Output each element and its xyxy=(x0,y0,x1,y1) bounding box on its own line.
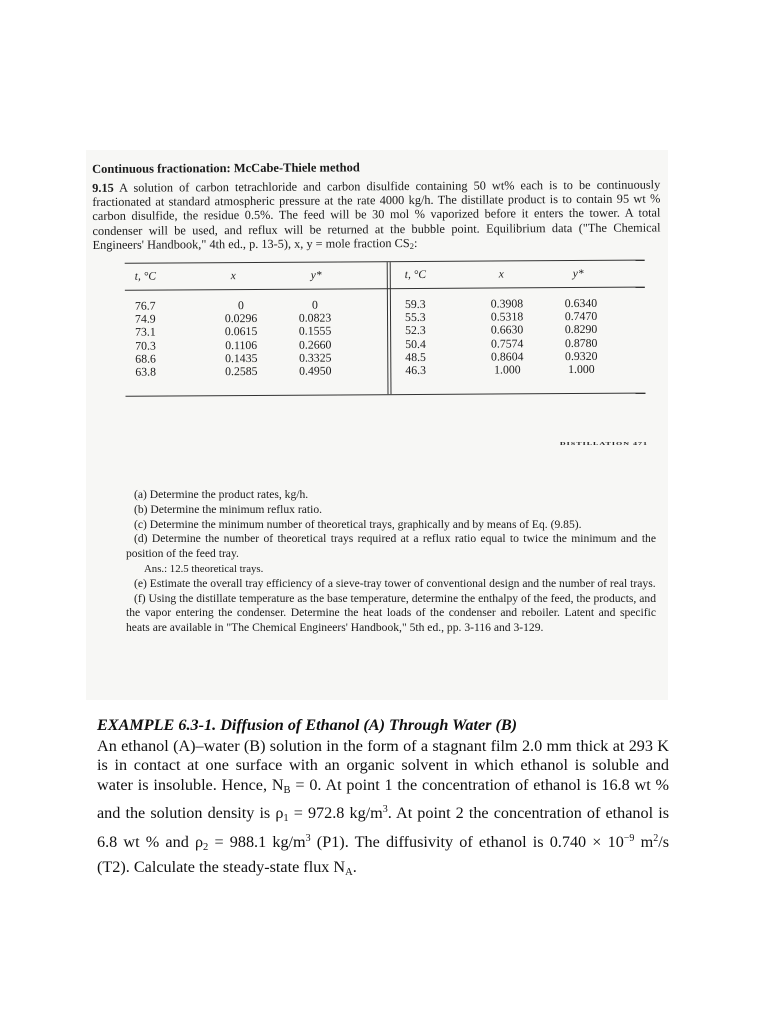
part-e: (e) Estimate the overall tray efficiency of a sieve-tray tower of conventional design and the number of real trays. xyxy=(134,576,656,590)
section-title: Continuous fractionation: McCabe-Thiele method xyxy=(92,160,360,176)
table-cell: 0.6630 xyxy=(490,322,524,337)
header-x-right: x xyxy=(498,268,504,281)
problem-text-tail: : xyxy=(413,235,418,250)
table-cell: 0.8290 xyxy=(564,322,598,337)
col-y-right xyxy=(557,297,605,377)
table-cell: 55.3 xyxy=(404,310,426,325)
part-d: (d) Determine the number of theoretical trays required at a reflux ratio equal to twice the minimum and the position of the feed tray. xyxy=(126,532,656,561)
table-header-rule xyxy=(125,287,645,291)
col-t-right xyxy=(405,298,426,377)
table-cell: 0.2585 xyxy=(225,363,258,379)
table-cell: 0.8780 xyxy=(564,335,598,350)
example-text: (P1). The diffusivity of ethanol is 0.740 × 10 xyxy=(310,832,624,851)
table-cell: 76.7 xyxy=(134,298,156,313)
example-text: /s (T2). Calculate the steady-state flux N xyxy=(97,832,670,876)
table-cell: 0.2660 xyxy=(298,337,332,352)
header-t-left: t, °C xyxy=(134,270,157,283)
part-b: (b) Determine the minimum reflux ratio. xyxy=(134,502,323,516)
table-divider-2 xyxy=(390,262,392,394)
problem-number: 9.15 xyxy=(92,180,114,195)
problem-text: A solution of carbon tetrachloride and carbon disulfide containing 50 wt% each is to be continuously fractionated at standard atmospheric pressure at the rate 4000 kg/h. The distillate product is to contain 95 wt % carbon disulfide, the residue 0.5%. The feed will be 30 mol % vaporized before it enters the tower. A total condenser will be used, and reflux will be returned at the bubble point. Equilibrium data ("The Chemical Engineers' Handbook," 4th ed., p. 13-5), x, y = mole fraction CS xyxy=(92,177,661,252)
table-cell: 68.6 xyxy=(135,351,156,366)
table-cell: 70.3 xyxy=(135,338,156,353)
table-cell: 73.1 xyxy=(135,324,156,340)
part-c: (c) Determine the minimum number of theoretical trays, graphically and by means of Eq. (9.85). xyxy=(134,517,582,531)
example-text: . xyxy=(352,857,357,876)
table-cell: 0.8604 xyxy=(490,349,524,364)
cs2-subscript: 2 xyxy=(409,240,414,251)
col-x-right xyxy=(483,297,531,377)
subscript: 2 xyxy=(203,841,209,853)
example-text: = 988.1 kg/m xyxy=(208,832,306,851)
example-title: EXAMPLE 6.3-1. Diffusion of Ethanol (A) Through Water (B) xyxy=(97,716,518,734)
header-y-left: y* xyxy=(310,269,322,282)
table-cell: 46.3 xyxy=(405,362,427,378)
table-cell: 74.9 xyxy=(134,311,156,326)
table-cell: 0.5318 xyxy=(490,309,524,324)
table-cell: 0.9320 xyxy=(564,348,598,363)
table-cell: 0.0296 xyxy=(224,311,258,326)
col-t-left xyxy=(135,300,156,379)
table-cell: 0.0615 xyxy=(224,324,258,339)
table-cell: 48.5 xyxy=(405,349,426,364)
subscript: A xyxy=(345,866,353,878)
table-cell: 0.1106 xyxy=(225,337,258,352)
example-text: An ethanol (A)–water (B) solution in the form of a stagnant film 2.0 mm thick at 293 K is in contact at one surface with an organic solvent in which ethanol is soluble and water is insoluble. Hence, N xyxy=(97,736,669,794)
cut-off-page-header: DISTILLATION 471 xyxy=(559,442,648,447)
answer: Ans.: 12.5 theoretical trays. xyxy=(144,562,264,575)
table-cell: 0.1555 xyxy=(298,323,332,339)
col-x-left xyxy=(217,299,265,379)
table-cell: 0.7574 xyxy=(490,335,524,351)
table-cell: 0 xyxy=(311,297,318,312)
example-text: = 972.8 kg/m xyxy=(288,804,383,823)
header-t-right: t, °C xyxy=(404,268,427,282)
table-cell: 1.000 xyxy=(494,362,521,377)
table-cell: 0.3325 xyxy=(298,350,332,365)
table-cell: 0.3908 xyxy=(490,296,524,311)
table-cell: 0.1435 xyxy=(224,350,258,365)
table-cell: 0.4950 xyxy=(299,363,332,378)
table-cell: 0 xyxy=(237,298,244,313)
equilibrium-data-table xyxy=(125,260,646,397)
subscript: 1 xyxy=(283,813,289,825)
example-text: . At point 2 the concentration of ethanol is 6.8 wt % and ρ xyxy=(97,804,669,851)
table-cell: 0.6340 xyxy=(564,295,598,311)
table-cell: 1.000 xyxy=(568,361,595,377)
superscript: 3 xyxy=(382,804,388,816)
example-text: m xyxy=(634,832,654,851)
table-cell: 0.0823 xyxy=(298,310,332,325)
subscript: B xyxy=(283,784,291,796)
header-x-left: x xyxy=(230,270,236,283)
superscript: 3 xyxy=(305,832,311,844)
problem-parts xyxy=(126,488,656,636)
superscript: −9 xyxy=(623,832,635,844)
part-a: (a) Determine the product rates, kg/h. xyxy=(134,488,309,501)
table-cell: 50.4 xyxy=(405,336,426,351)
header-y-right: y* xyxy=(572,267,584,281)
problem-statement xyxy=(92,177,660,254)
superscript: 2 xyxy=(653,832,659,844)
problem-block xyxy=(86,146,669,397)
table-cell: 52.3 xyxy=(405,323,426,338)
table-divider xyxy=(387,262,389,394)
example-block xyxy=(97,716,669,882)
table-cell: 59.3 xyxy=(404,296,426,312)
part-f: (f) Using the distillate temperature as the base temperature, determine the enthalpy of the feed, the products, and the vapor entering the condenser. Determine the heat loads of the condenser and reboiler. Latent and specific heats are available in "The Chemical Engineers' Handbook," 5th ed., pp. 3-116 and 3-129. xyxy=(126,591,656,635)
table-cell: 63.8 xyxy=(135,364,157,379)
table-cell: 0.7470 xyxy=(564,309,598,324)
example-body xyxy=(97,737,669,883)
col-y-left xyxy=(291,298,339,378)
scanned-textbook-page xyxy=(86,150,668,700)
example-text: = 0. At point 1 the concentration of ethanol is 16.8 wt % and the solution density is ρ xyxy=(97,775,670,823)
